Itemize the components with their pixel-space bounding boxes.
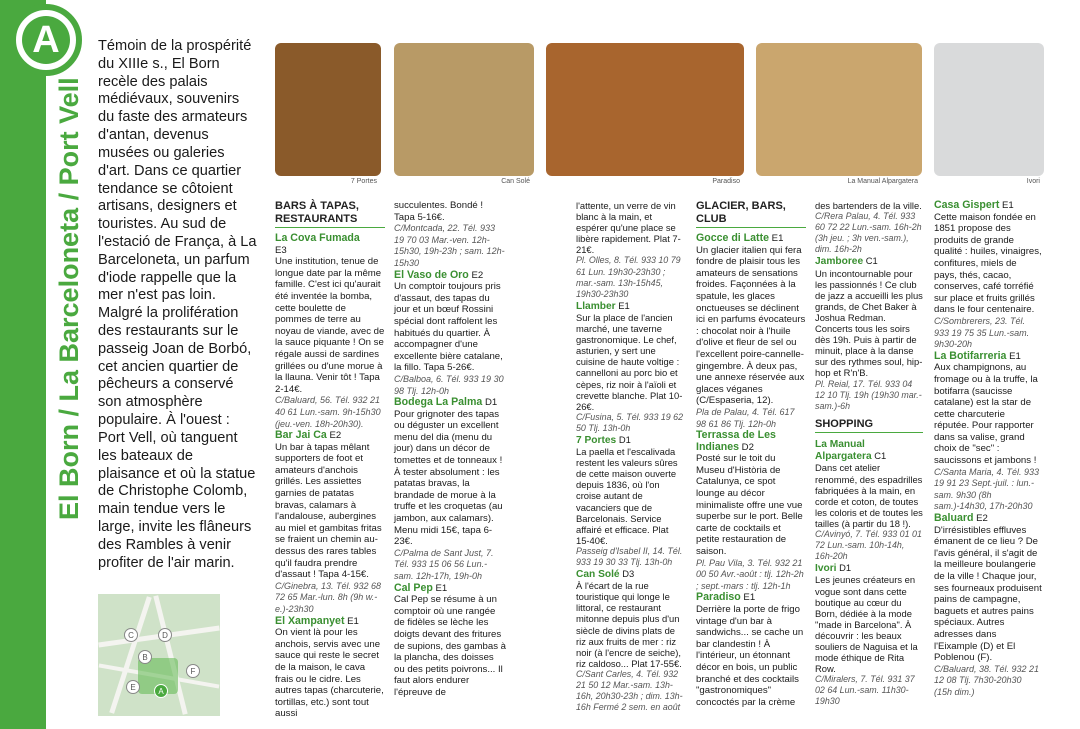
listing-info: C/Avinyó, 7. Tél. 933 01 01 72 Lun.-sam. 10h-14h, 16h-20h [815, 529, 922, 562]
section-heading-bars-restaurants: BARS À TAPAS, RESTAURANTS [275, 200, 385, 228]
grid-ref: E1 [743, 592, 756, 604]
listing-info: C/Sant Carles, 4. Tél. 932 21 50 12 Mar.-sam. 13h-16h, 20h30-23h ; dim. 13h-16h Fermé 2 sem. en août [576, 668, 683, 713]
listing-title: Bar Jai Ca [275, 429, 327, 442]
listing-info: C/Miralers, 7. Tél. 931 37 02 64 Lun.-sam. 11h30-19h30 [815, 674, 915, 707]
listing-info: Pl. Pau Vila, 3. Tél. 932 21 00 50 Avr.-août : tlj. 12h-2h ; sept.-mars : tlj. 12h-1h [696, 557, 804, 591]
listing-title: Can Solé [576, 569, 620, 581]
column-2 [394, 200, 506, 699]
area-map [98, 594, 220, 716]
listing-text: On vient là pour les anchois, servis avec une sauce qui reste le secret de la maison, le cava frais ou le cidre. Les autres tapas (charcuterie, tortillas, etc.) sont tout aussi [275, 627, 384, 720]
listing-text: Pour grignoter des tapas ou déguster un excellent menu del dia (menu du jour) dans un décor de tomettes et de tonneaux ! À tester absolument : les patatas bravas, la brandade de morue à la truffe et les croquetas (au jambon, aux calamars). Menu midi 15€, tapa 6-23€. [394, 408, 503, 548]
listing-text: Un comptoir toujours pris d'assaut, des tapas du jour et un bœuf Rossini spécial dont raffolent les habitués du quartier. À accompagner d'une excellente bière catalane, la fillo. Tapa 5-26€. [394, 281, 503, 374]
intro-text: Témoin de la prospérité du XIIIe s., El Born recèle des palais médiévaux, souvenirs du faste des armateurs d'antan, devenus musées ou galeries d'art. Dans ce quartier tendance se côtoient artisans, designers et touristes. Au sud de l'estació de França, à La Barceloneta, un parfum d'iode rappelle que la mer n'est pas loin. Malgré la prolifération des restaurants sur le passeig Joan de Borbó, cet ancien quartier de pêcheurs a conservé son atmosphère populaire. À l'ouest : Port Vell, où tanguent les bateaux de plaisance et où la statue de Christophe Colomb, main tendue vers le large, invite les flâneurs des Rambles à venir profiter de l'air marin. [98, 38, 257, 571]
grid-ref: E1 [1002, 200, 1014, 211]
listing-text: Posté sur le toit du Museu d'Història de Catalunya, ce spot lounge au décor minimaliste offre une vue superbe sur le port. Belle carte de cocktails et petite restauration de saison. [696, 453, 803, 558]
listing-title: Llamber [576, 300, 616, 312]
grid-ref: D3 [622, 568, 635, 580]
section-badge [10, 4, 82, 76]
photo-caption-7-portes: 7 Portes [350, 178, 377, 185]
photo-can-sole [394, 43, 534, 176]
listing-text: des bartenders de la ville. [815, 200, 922, 211]
section-letter: A [22, 16, 70, 64]
listing-text: l'attente, un verre de vin blanc à la main, et espérer qu'une place se libère rapidement. Plat 7-21€. [576, 200, 681, 256]
map-marker-a: A [154, 684, 168, 698]
photo-caption-ivori: Ivori [1026, 178, 1040, 185]
listing-text: D'irrésistibles effluves émanent de ce lieu ? De l'avis général, il s'agit de la meilleure boulangerie de la ville ! Chaque jour, ses fourneaux produisent pains de campagne, baguets et autres pains spéciaux. Autres adresses dans l'Eixample (D) et El Poblenou (F). [934, 524, 1042, 664]
listing-info: C/Baluard, 56. Tél. 932 21 40 61 Lun.-sam. 9h-15h30 (jeu.-ven. 18h-20h30). [275, 395, 381, 429]
photo-caption-paradiso: Paradiso [712, 178, 740, 185]
grid-ref: E2 [471, 269, 484, 281]
listing-info: C/Rera Palau, 4. Tél. 933 60 72 22 Lun.-sam. 16h-2h (3h jeu. ; 3h ven.-sam.), dim. 16h-2h [815, 211, 922, 255]
grid-ref: D1 [618, 433, 631, 445]
listing-info: C/Baluard, 38. Tél. 932 21 12 08 Tlj. 7h30-20h30 (15h dim.) [934, 663, 1040, 697]
listing-info: C/Sombrerers, 23. Tél. 933 19 75 35 Lun.-sam. 9h30-20h [934, 315, 1030, 350]
listing-info: C/Santa Maria, 4. Tél. 933 19 91 23 Sept.-juil. : lun.-sam. 9h30 (8h sam.)-14h30, 17h-20h30 [934, 466, 1040, 512]
map-marker-f: F [186, 664, 200, 678]
listing-title: Baluard [934, 512, 974, 525]
map-marker-b: B [138, 650, 152, 664]
listing-title: Bodega La Palma [394, 396, 483, 409]
listing-text: Sur la place de l'ancien marché, une taverne gastronomique. Le chef, asturien, y sert une cuisine de haute voltige : cannelloni au porc bio et cèpes, riz noir à l'aïoli et crevette blanche. Plat 10-26€. [576, 311, 683, 412]
grid-ref: E1 [618, 299, 630, 311]
photo-paradiso [546, 43, 744, 176]
listing-text: Une institution, tenue de longue date par la même famille. C'est ici qu'aurait été inventée la bomba, cette boulette de pommes de terre au noyau de viande, avec de la sauce piquante ! On se régale aussi de sardines grillées ou d'une morue à la llauna. Venir tôt ! Tapa 2-14€. [275, 256, 385, 395]
listing-title: El Xampanyet [275, 614, 345, 627]
listing-info: Pl. Reial, 17. Tél. 933 04 12 10 Tlj. 19h (19h30 mar.-sam.)-6h [815, 378, 922, 411]
section-heading-shopping: SHOPPING [815, 418, 923, 434]
map-marker-e: E [126, 680, 140, 694]
listing-text: Un glacier italien qui fera fondre de plaisir tous les amateurs de sensations froides. Façonnées à la spatule, les glaces onctueuses se déclinent ici en parfums évocateurs : chocolat noir à l'huile d'olive et fleur de sel ou l'excellent poire-cannelle-gingembre. À deux pas, une annexe réservée aux glaces véganes (C/Espaseria, 12). [696, 244, 806, 407]
vertical-title: El Born / La Barceloneta / Port Vell [54, 77, 84, 520]
grid-ref: E1 [435, 582, 448, 594]
listing-text: succulentes. Bondé ! Tapa 5-16€. [394, 200, 484, 223]
listing-title: La Manual Alpargatera [815, 439, 872, 463]
grid-ref: D1 [484, 397, 498, 409]
grid-ref: E3 [275, 244, 287, 256]
map-marker-d: D [158, 628, 172, 642]
listing-text: Cette maison fondée en 1851 propose des produits de grande qualité : huiles, vinaigres, confitures, miels de pays, thés, cacao, conserves, café torréfié sur place et fruits grillés dans le four centenaire. [934, 211, 1042, 316]
listing-title: Ivori [815, 563, 837, 575]
listing-info: C/Montcada, 22. Tél. 933 19 70 03 Mar.-ven. 12h-15h30, 19h-23h ; sam. 12h-15h30 [394, 223, 505, 268]
listing-info: Pla de Palau, 4. Tél. 617 98 61 86 Tlj. 12h-0h [696, 406, 795, 429]
grid-ref: D1 [839, 562, 852, 574]
photo-caption-can-sole: Can Solé [501, 178, 530, 185]
grid-ref: C1 [865, 255, 878, 267]
listing-info: Pl. Olles, 8. Tél. 933 10 79 61 Lun. 19h30-23h30 ; mar.-sam. 13h-15h45, 19h30-23h30 [576, 255, 681, 299]
grid-ref: E1 [771, 233, 784, 244]
column-3 [576, 200, 684, 713]
listing-text: Un incontournable pour les passionnés ! Ce club de jazz a accueilli les plus grands, de Chet Baker à Joshua Redman. Concerts tous les soirs dès 19h. Puis à partir de minuit, place à la danse sur des rythmes soul, hip-hop et R'n'B. [815, 267, 923, 379]
photo-caption-la-manual-alpargatera: La Manual Alpargatera [847, 178, 918, 185]
listing-info: C/Fusina, 5. Tél. 933 19 62 50 Tlj. 13h-0h [576, 411, 684, 433]
listing-title: La Cova Fumada [275, 232, 360, 244]
photo-7-portes [275, 43, 381, 176]
column-6 [934, 200, 1042, 699]
grid-ref: E1 [1009, 350, 1021, 362]
listing-text: À l'écart de la rue touristique qui longe le littoral, ce restaurant mitonne depuis plus d'un siècle de divins plats de riz aux fruits de mer : riz noir (à l'encre de seiche), riz caldoso... Plat 17-55€. [576, 580, 682, 669]
listing-info: C/Ginebra, 13. Tél. 932 68 72 65 Mar.-lun. 8h (9h w.-e.)-23h30 [275, 580, 382, 614]
photo-ivori [934, 43, 1044, 176]
grid-ref: E2 [976, 513, 988, 525]
listing-title: Cal Pep [394, 581, 433, 594]
listing-info: C/Balboa, 6. Tél. 933 19 30 98 Tlj. 12h-0h [394, 373, 504, 396]
listing-text: Un bar à tapas mêlant supporters de foot et amateurs d'anchois grillés. Les assiettes garnies de patatas bravas, calamars à l'andalouse, aubergines au miel et gambitas fritas se fraient un chemin au-dessus des rares tables qu'il faudra prendre d'assaut ! Tapa 4-15€. [275, 441, 382, 581]
listing-title: 7 Portes [576, 434, 617, 446]
listing-text: Aux champignons, au fromage ou à la truffe, la botifarra (saucisse catalane) est la star de cette charcuterie réputée. Pour rapporter dans sa valise, grand choix de "sec" : saucissons et jambons ! [934, 362, 1038, 467]
column-5 [815, 200, 923, 708]
grid-ref: D2 [741, 441, 754, 453]
listing-title: Gocce di Latte [696, 232, 769, 244]
listing-text: Les jeunes créateurs en vogue sont dans cette boutique au cœur du Born, dédiée à la mode "made in Barcelona". À découvrir : les beaux souliers de Naguisa et la mode éthique de Rita Row. [815, 574, 918, 675]
grid-ref: E1 [347, 615, 359, 627]
photo-la-manual-alpargatera [756, 43, 922, 176]
green-side-band [0, 0, 46, 729]
listing-title: Paradiso [696, 591, 741, 604]
grid-ref: C1 [874, 450, 887, 462]
listing-text: La paella et l'escalivada restent les valeurs sûres de cette maison ouverte depuis 1836, où l'on croise autant de vacanciers que de Barcelonais. Service affairé et efficace. Plat 15-40€. [576, 446, 678, 546]
listing-title: Casa Gispert [934, 199, 1000, 211]
listing-info: Passeig d'Isabel II, 14. Tél. 933 19 30 33 Tlj. 13h-0h [576, 545, 683, 567]
listing-info: C/Palma de Sant Just, 7. Tél. 933 15 06 56 Lun.-sam. 12h-17h, 19h-0h [394, 547, 494, 581]
map-marker-c: C [124, 628, 138, 642]
listing-title: Terrassa de Les Indianes [696, 429, 776, 453]
listing-text: Dans cet atelier renommé, des espadrilles fabriquées à la main, en corde et coton, de toutes les coloris et de toutes les tailles (à partir du 18 !). [815, 462, 923, 529]
listing-text: Derrière la porte de frigo vintage d'un bar à sandwichs... se cache un bar clandestin ! À l'intérieur, un étonnant décor en bois, un public branché et des cocktails "gastronomiques" concoctés par la crème [696, 604, 804, 708]
column-1 [275, 200, 385, 720]
listing-text: Cal Pep se résume à un comptoir où une rangée de fidèles se lèche les doigts devant des fritures de supions, des gambas à la plancha, des doisses ou des petits poivrons... Il faut alors endurer l'épreuve de [394, 594, 507, 698]
listing-title: El Vaso de Oro [394, 268, 469, 281]
listing-title: Jamboree [815, 256, 864, 268]
grid-ref: E2 [329, 430, 342, 442]
section-heading-glacier-bars-club: GLACIER, BARS, CLUB [696, 200, 806, 228]
listing-title: La Botifarreria [934, 349, 1007, 362]
column-4 [696, 200, 806, 708]
